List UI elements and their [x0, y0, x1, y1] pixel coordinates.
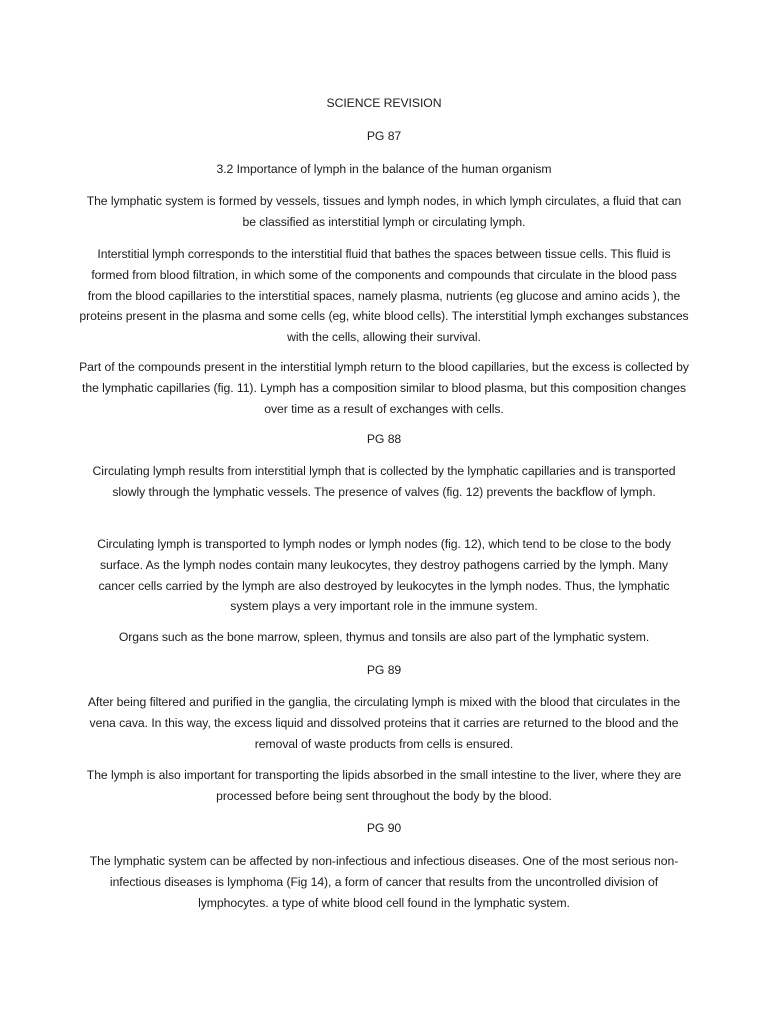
- paragraph-6: Organs such as the bone marrow, spleen, thymus and tonsils are also part of the lymphatic system.: [118, 630, 650, 644]
- paragraph-2: Interstitial lymph corresponds to the interstitial fluid that bathes the spaces between tissue cells. This fluid is formed from blood filtration, in which some of the components and compounds that circulate in the blood pass from the blood capillaries to the interstitial spaces, namely plasma, nutrients (eg glucose and amino acids ), the proteins present in the plasma and some cells (eg, white blood cells). The interstitial lymph exchanges substances with the cells, allowing their survival.: [79, 247, 689, 345]
- paragraph-1: The lymphatic system is formed by vessels, tissues and lymph nodes, in which lymph circulates, a fluid that can be classified as interstitial lymph or circulating lymph.: [86, 194, 682, 229]
- paragraph-5: Circulating lymph is transported to lymph nodes or lymph nodes (fig. 12), which tend to be close to the body surface. As the lymph nodes contain many leukocytes, they destroy pathogens carried by the lymph. Many cancer cells carried by the lymph are also destroyed by leukocytes in the lymph nodes. Thus, the lymphatic system plays a very important role in the immune system.: [97, 537, 671, 614]
- paragraph-9: The lymphatic system can be affected by non-infectious and infectious diseases. One of the most serious non-infectious diseases is lymphoma (Fig 14), a form of cancer that results from the uncontrolled division of lymphocytes. a type of white blood cell found in the lymphatic system.: [89, 854, 679, 910]
- page-label-87: PG 87: [366, 129, 402, 143]
- paragraph-7: After being filtered and purified in the ganglia, the circulating lymph is mixed with the blood that circulates in the vena cava. In this way, the excess liquid and dissolved proteins that it carries are returned to the blood and the removal of waste products from cells is ensured.: [87, 695, 681, 751]
- paragraph-8: The lymph is also important for transporting the lipids absorbed in the small intestine to the liver, where they are processed before being sent throughout the body by the blood.: [86, 768, 682, 803]
- page-label-88: PG 88: [366, 432, 402, 446]
- page-label-89: PG 89: [366, 663, 402, 677]
- paragraph-3: Part of the compounds present in the interstitial lymph return to the blood capillaries, but the excess is collected by the lymphatic capillaries (fig. 11). Lymph has a composition similar to blood plasma, but this composition changes over time as a result of exchanges with cells.: [79, 360, 689, 416]
- paragraph-4: Circulating lymph results from interstitial lymph that is collected by the lymphatic capillaries and is transported slowly through the lymphatic vessels. The presence of valves (fig. 12) prevents the backflow of lymph.: [92, 464, 676, 499]
- page-label-90: PG 90: [366, 821, 402, 835]
- document-title: SCIENCE REVISION: [326, 96, 442, 110]
- section-heading: 3.2 Importance of lymph in the balance of the human organism: [216, 162, 552, 176]
